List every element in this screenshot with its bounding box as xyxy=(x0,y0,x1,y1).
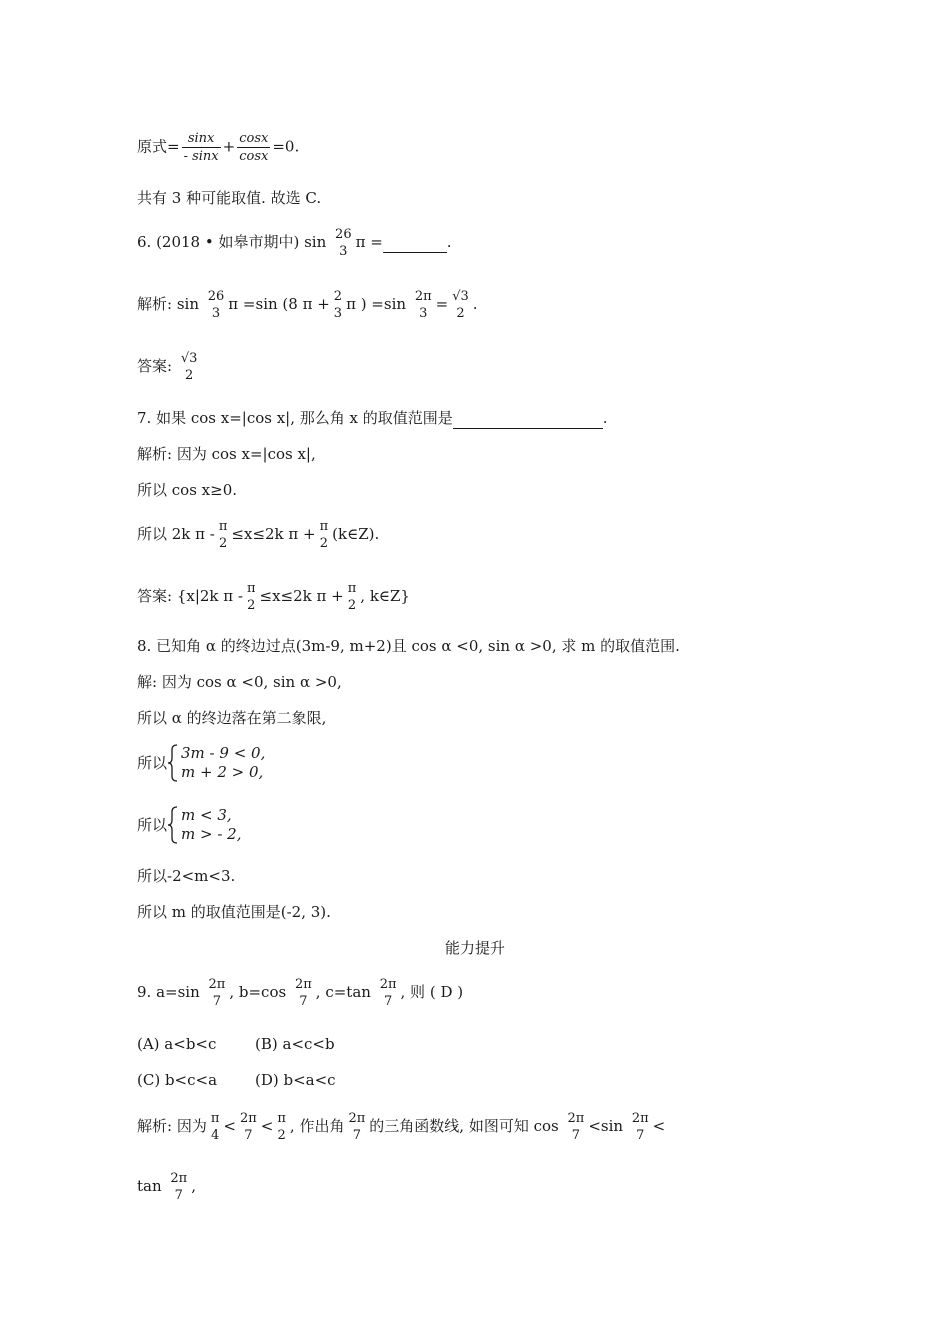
fraction: √3 2 xyxy=(180,351,198,383)
fraction: 2π 7 xyxy=(631,1111,649,1143)
analysis-9-line-1: 解析: 因为 π 4 < 2π 7 < π 2 , 作出角 2π 7 的三角函数线, 如图可知 cos 2π 7 <sin 2π 7 < xyxy=(137,1111,666,1143)
solution-8-line-5: 所以-2<m<3. xyxy=(137,867,236,885)
inequality-system: 3m - 9 < 0, m + 2 > 0, xyxy=(167,744,265,782)
solution-8-system-2: 所以 m < 3, m > - 2, xyxy=(137,806,242,843)
analysis-9-line-2: tan 2π 7 , xyxy=(137,1171,197,1203)
fraction: 2 3 xyxy=(333,289,343,321)
question-7: 7. 如果 cos x=|cos x|, 那么角 x 的取值范围是 . xyxy=(137,409,608,427)
analysis-7-line-2: 所以 cos x≥0. xyxy=(137,481,238,499)
answer-7: 答案: {x|2k π - π 2 ≤x≤2k π + π 2 , k∈Z} xyxy=(137,581,410,613)
fraction: 2π 7 xyxy=(208,977,226,1009)
question-9: 9. a=sin 2π 7 , b=cos 2π 7 , c=tan 2π 7 , 则 ( D ) xyxy=(137,977,464,1009)
original-expression-line: 原式= $\frac{\sin x}{- \sin x}$ + $\frac{\cos x}{\cos x}$ =0. xyxy=(137,131,300,164)
option-b: (B) a<c<b xyxy=(255,1035,335,1053)
fraction: π 2 xyxy=(319,519,329,551)
question-6: 6. (2018 • 如皋市期中) sin 26 3 π = . xyxy=(137,227,452,259)
option-a: (A) a<b<c xyxy=(137,1035,217,1053)
option-c: (C) b<c<a xyxy=(137,1071,218,1089)
fraction: π 4 xyxy=(210,1111,220,1143)
option-d: (D) b<a<c xyxy=(255,1071,336,1089)
analysis-6: 解析: sin 26 3 π =sin (8 π + 2 3 π ) =sin 2π 3 = √3 2 . xyxy=(137,289,478,321)
analysis-7-line-3: 所以 2k π - π 2 ≤x≤2k π + π 2 (k∈Z). xyxy=(137,519,380,551)
fraction: 2π 3 xyxy=(414,289,432,321)
fraction: 2π 7 xyxy=(170,1171,188,1203)
solution-8-line-2: 所以 α 的终边落在第二象限, xyxy=(137,709,327,727)
solution-8-line-6: 所以 m 的取值范围是(-2, 3). xyxy=(137,903,331,921)
fraction: 2π 7 xyxy=(294,977,312,1009)
answer-6: 答案: √3 2 xyxy=(137,351,198,383)
options-row-1 xyxy=(137,1034,373,1054)
fraction: 2π 7 xyxy=(348,1111,366,1143)
question-8: 8. 已知角 α 的终边过点(3m-9, m+2)且 cos α <0, sin α >0, 求 m 的取值范围. xyxy=(137,637,680,655)
fraction: π 2 xyxy=(347,581,357,613)
fraction: 26 3 xyxy=(207,289,225,321)
section-heading: 能力提升 xyxy=(444,939,505,957)
fraction: 26 3 xyxy=(335,227,352,259)
analysis-7-line-1: 解析: 因为 cos x=|cos x|, xyxy=(137,445,316,463)
fraction: 2π 7 xyxy=(379,977,397,1009)
fraction: π 2 xyxy=(218,519,228,551)
conclusion-line: 共有 3 种可能取值. 故选 C. xyxy=(137,189,322,207)
left-brace-icon xyxy=(167,744,179,782)
fraction: 2π 7 xyxy=(239,1111,257,1143)
options-row-2 xyxy=(137,1070,373,1090)
solution-8-line-1: 解: 因为 cos α <0, sin α >0, xyxy=(137,673,342,691)
answer-blank xyxy=(383,232,447,253)
fraction: $\frac{\sin x}{- \sin x}$ xyxy=(183,131,219,164)
fraction: $\frac{\cos x}{\cos x}$ xyxy=(239,131,269,164)
fraction: 2π 7 xyxy=(567,1111,585,1143)
fraction: π 2 xyxy=(246,581,256,613)
left-brace-icon xyxy=(167,806,179,844)
inequality-system: m < 3, m > - 2, xyxy=(167,806,241,844)
solution-8-system-1: 所以 3m - 9 < 0, m + 2 > 0, xyxy=(137,744,266,781)
fraction: π 2 xyxy=(277,1111,286,1143)
answer-blank xyxy=(453,408,603,429)
fraction: √3 2 xyxy=(452,289,469,321)
